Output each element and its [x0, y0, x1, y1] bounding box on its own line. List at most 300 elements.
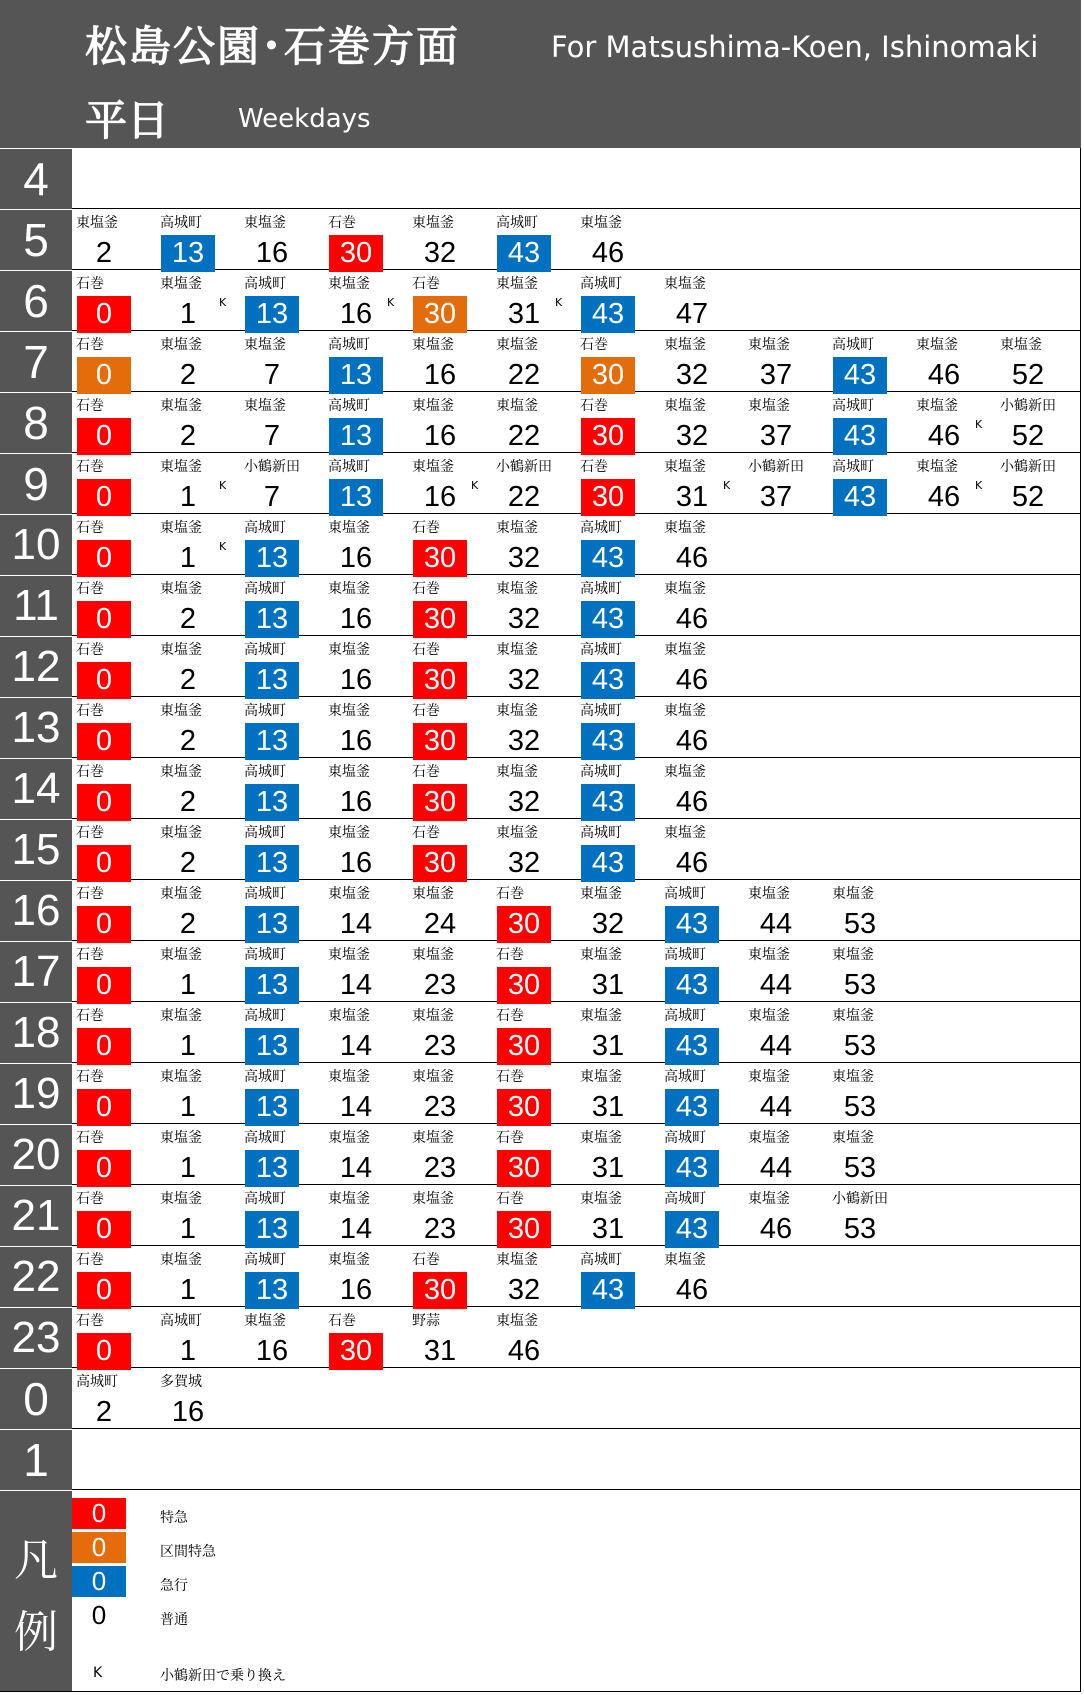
departure[interactable]: [240, 577, 322, 634]
departure[interactable]: [492, 516, 574, 573]
departure[interactable]: [156, 1309, 238, 1366]
departure[interactable]: [72, 638, 154, 695]
departure[interactable]: [240, 1187, 322, 1244]
departure[interactable]: [156, 394, 238, 451]
departure[interactable]: [156, 638, 238, 695]
departure[interactable]: [240, 394, 322, 451]
destination-label: 石巻: [76, 1191, 104, 1207]
departure[interactable]: [324, 1187, 406, 1244]
hour-divider: [0, 209, 72, 210]
departure[interactable]: [492, 211, 574, 268]
direction-title: 松島公園･石巻方面: [85, 22, 461, 71]
departure-minute: 0: [77, 601, 131, 638]
destination-label: 東塩釜: [160, 642, 202, 658]
departure[interactable]: [240, 1004, 322, 1061]
departure[interactable]: [408, 1187, 490, 1244]
departure[interactable]: [660, 943, 742, 1000]
departure[interactable]: [660, 638, 742, 695]
departure-minute: 43: [665, 1211, 719, 1248]
departure-minute: 13: [245, 1028, 299, 1065]
departure-minute: 53: [843, 908, 877, 940]
destination-label: 石巻: [412, 825, 440, 841]
departure[interactable]: [72, 1004, 154, 1061]
departure-minute: 30: [413, 1272, 467, 1309]
departure-minute: 32: [675, 420, 709, 452]
destination-label: 東塩釜: [496, 1252, 538, 1268]
destination-label: 東塩釜: [412, 1191, 454, 1207]
departure[interactable]: [660, 1126, 742, 1183]
hour-label: 18: [0, 1002, 72, 1063]
destination-label: 東塩釜: [328, 1069, 370, 1085]
departure[interactable]: [408, 638, 490, 695]
departure-minute: 46: [675, 664, 709, 696]
departure[interactable]: [408, 1248, 490, 1305]
destination-label: 東塩釜: [664, 276, 706, 292]
departure[interactable]: [996, 394, 1078, 451]
departure-minute: 1: [179, 1030, 197, 1062]
departure-minute: 31: [423, 1335, 457, 1367]
departure[interactable]: [408, 394, 490, 451]
departure[interactable]: [492, 333, 574, 390]
departure[interactable]: [72, 455, 154, 512]
departure-minute: 2: [179, 420, 197, 452]
departure[interactable]: [492, 272, 574, 329]
destination-label: 高城町: [244, 947, 286, 963]
destination-label: 東塩釜: [160, 703, 202, 719]
destination-label: 東塩釜: [412, 1008, 454, 1024]
departure[interactable]: [156, 1065, 238, 1122]
departure[interactable]: [576, 1004, 658, 1061]
departure[interactable]: [72, 1187, 154, 1244]
departure[interactable]: [72, 577, 154, 634]
departure-minute: 30: [413, 540, 467, 577]
departure-minute: 1: [179, 1152, 197, 1184]
destination-label: 東塩釜: [160, 1252, 202, 1268]
departure[interactable]: [72, 1309, 154, 1366]
destination-label: 高城町: [244, 1130, 286, 1146]
departure-minute: 43: [665, 1150, 719, 1187]
departure-minute: 44: [759, 908, 793, 940]
destination-label: 石巻: [496, 1008, 524, 1024]
departure[interactable]: [912, 394, 994, 451]
destination-label: 東塩釜: [496, 1313, 538, 1329]
departure[interactable]: [660, 272, 742, 329]
departure[interactable]: [660, 333, 742, 390]
departure[interactable]: [72, 272, 154, 329]
departure[interactable]: [576, 516, 658, 573]
departure[interactable]: [576, 699, 658, 756]
departure[interactable]: [240, 272, 322, 329]
departure[interactable]: [660, 1065, 742, 1122]
destination-label: 石巻: [76, 520, 104, 536]
departure[interactable]: [492, 1065, 574, 1122]
destination-label: 東塩釜: [664, 703, 706, 719]
departure[interactable]: [324, 516, 406, 573]
destination-label: 東塩釜: [748, 1069, 790, 1085]
destination-label: 高城町: [664, 1191, 706, 1207]
departure[interactable]: [408, 1126, 490, 1183]
departure[interactable]: [828, 1126, 910, 1183]
departure-minute: 23: [423, 1213, 457, 1245]
destination-label: 石巻: [328, 1313, 356, 1329]
departure[interactable]: [156, 1248, 238, 1305]
destination-label: 東塩釜: [412, 215, 454, 231]
departure[interactable]: [156, 455, 238, 512]
departure[interactable]: [828, 1065, 910, 1122]
departure[interactable]: [324, 760, 406, 817]
departure[interactable]: [240, 882, 322, 939]
departure[interactable]: [240, 333, 322, 390]
departure[interactable]: [828, 333, 910, 390]
departure[interactable]: [156, 699, 238, 756]
departure[interactable]: [492, 882, 574, 939]
departure-minute: 43: [665, 1089, 719, 1126]
departure[interactable]: [156, 1370, 238, 1427]
destination-label: 野蒜: [412, 1313, 440, 1329]
departure-minute: 2: [179, 664, 197, 696]
departure-minute: 0: [77, 418, 131, 455]
destination-label: 石巻: [76, 1252, 104, 1268]
hour-divider: [0, 270, 72, 271]
departure[interactable]: [156, 760, 238, 817]
departure-minute: 0: [77, 967, 131, 1004]
timetable-header: [0, 0, 1081, 148]
departure[interactable]: [576, 333, 658, 390]
departure[interactable]: [660, 1248, 742, 1305]
departure[interactable]: [492, 821, 574, 878]
departure-minute: 46: [675, 847, 709, 879]
departure[interactable]: [324, 1065, 406, 1122]
destination-label: 高城町: [664, 1069, 706, 1085]
destination-label: 石巻: [412, 276, 440, 292]
departure-minute: 23: [423, 1091, 457, 1123]
departure[interactable]: [912, 333, 994, 390]
departure[interactable]: [492, 455, 574, 512]
departure[interactable]: [828, 394, 910, 451]
departure[interactable]: [828, 1004, 910, 1061]
departure-minute: 43: [581, 601, 635, 638]
departure[interactable]: [324, 1248, 406, 1305]
departure[interactable]: [744, 1187, 826, 1244]
departure[interactable]: [156, 882, 238, 939]
departure[interactable]: [576, 1187, 658, 1244]
departure-minute: 13: [245, 723, 299, 760]
departure[interactable]: [828, 882, 910, 939]
departure[interactable]: [576, 943, 658, 1000]
departure[interactable]: [828, 943, 910, 1000]
departure[interactable]: [996, 455, 1078, 512]
departure[interactable]: [72, 760, 154, 817]
departure[interactable]: [660, 1004, 742, 1061]
departure[interactable]: [408, 821, 490, 878]
destination-label: 東塩釜: [1000, 337, 1042, 353]
departure[interactable]: [660, 699, 742, 756]
departure[interactable]: [408, 577, 490, 634]
departure[interactable]: [828, 1187, 910, 1244]
departure[interactable]: [576, 1126, 658, 1183]
departure[interactable]: [912, 455, 994, 512]
departure[interactable]: [324, 1004, 406, 1061]
hour-divider: [0, 514, 72, 515]
departure[interactable]: [492, 394, 574, 451]
departure[interactable]: [240, 821, 322, 878]
departure[interactable]: [324, 882, 406, 939]
destination-label: 石巻: [580, 337, 608, 353]
departure[interactable]: [660, 394, 742, 451]
departure[interactable]: [576, 760, 658, 817]
departure-minute: 46: [675, 725, 709, 757]
destination-label: 東塩釜: [496, 398, 538, 414]
departure-minute: 7: [263, 359, 281, 391]
departure[interactable]: [492, 1187, 574, 1244]
departure[interactable]: [324, 272, 406, 329]
departure[interactable]: [324, 577, 406, 634]
departure[interactable]: [156, 577, 238, 634]
departure[interactable]: [72, 211, 154, 268]
departure[interactable]: [240, 1065, 322, 1122]
destination-label: 高城町: [160, 215, 202, 231]
departure-minute: 16: [339, 603, 373, 635]
destination-label: 東塩釜: [160, 1191, 202, 1207]
departure[interactable]: [324, 455, 406, 512]
departure[interactable]: [492, 943, 574, 1000]
destination-label: 石巻: [496, 1130, 524, 1146]
departure[interactable]: [408, 699, 490, 756]
departure-minute: 0: [77, 906, 131, 943]
hour-label: 12: [0, 636, 72, 697]
departure[interactable]: [408, 1004, 490, 1061]
legend-title-1: 凡: [14, 1535, 58, 1586]
destination-label: 石巻: [76, 886, 104, 902]
departure[interactable]: [240, 516, 322, 573]
departure-minute: 13: [245, 1089, 299, 1126]
departure-minute: 46: [591, 237, 625, 269]
legend-label: 特急: [160, 1510, 188, 1526]
departure[interactable]: [744, 455, 826, 512]
row-divider: [72, 208, 1081, 209]
departure-minute: 14: [339, 908, 373, 940]
destination-label: 東塩釜: [328, 642, 370, 658]
departure[interactable]: [324, 333, 406, 390]
destination-label: 高城町: [244, 825, 286, 841]
departure-minute: 14: [339, 969, 373, 1001]
departure[interactable]: [240, 455, 322, 512]
departure[interactable]: [324, 943, 406, 1000]
departure-minute: 2: [179, 603, 197, 635]
departure[interactable]: [324, 1126, 406, 1183]
destination-label: 東塩釜: [832, 947, 874, 963]
legend-transfer-note: 小鶴新田で乗り換え: [160, 1668, 286, 1684]
destination-label: 東塩釜: [328, 581, 370, 597]
departure[interactable]: [576, 272, 658, 329]
departure[interactable]: [324, 211, 406, 268]
departure[interactable]: [492, 1004, 574, 1061]
departure-minute: 13: [245, 1150, 299, 1187]
departure[interactable]: [660, 760, 742, 817]
departure[interactable]: [72, 333, 154, 390]
row-divider: [72, 330, 1081, 331]
departure[interactable]: [72, 1126, 154, 1183]
departure[interactable]: [492, 577, 574, 634]
destination-label: 東塩釜: [664, 1252, 706, 1268]
departure[interactable]: [72, 943, 154, 1000]
departure-minute: 2: [95, 237, 113, 269]
departure[interactable]: [156, 333, 238, 390]
departure[interactable]: [240, 1126, 322, 1183]
departure-minute: 46: [675, 542, 709, 574]
departure[interactable]: [156, 516, 238, 573]
departure[interactable]: [576, 821, 658, 878]
departure[interactable]: [240, 760, 322, 817]
destination-label: 東塩釜: [328, 1008, 370, 1024]
destination-label: 高城町: [580, 703, 622, 719]
destination-label: 石巻: [76, 581, 104, 597]
departure[interactable]: [660, 455, 742, 512]
departure-minute: 7: [263, 420, 281, 452]
destination-label: 石巻: [76, 1069, 104, 1085]
departure-minute: 0: [77, 357, 131, 394]
departure[interactable]: [576, 394, 658, 451]
departure-minute: 0: [77, 540, 131, 577]
row-divider: [72, 574, 1081, 575]
hour-divider: [0, 453, 72, 454]
departure-minute: 16: [423, 481, 457, 513]
departure[interactable]: [408, 211, 490, 268]
departure[interactable]: [744, 882, 826, 939]
departure[interactable]: [324, 638, 406, 695]
departure-minute: 0: [77, 1333, 131, 1370]
departure[interactable]: [408, 882, 490, 939]
destination-label: 東塩釜: [160, 581, 202, 597]
departure[interactable]: [744, 394, 826, 451]
destination-label: 高城町: [244, 886, 286, 902]
departure-minute: 30: [413, 723, 467, 760]
departure[interactable]: [156, 1126, 238, 1183]
departure[interactable]: [744, 943, 826, 1000]
departure-minute: 43: [497, 235, 551, 272]
departure[interactable]: [324, 1309, 406, 1366]
departure[interactable]: [996, 333, 1078, 390]
departure-minute: 13: [161, 235, 215, 272]
departure[interactable]: [408, 333, 490, 390]
departure-minute: 32: [507, 542, 541, 574]
departure[interactable]: [240, 1248, 322, 1305]
departure[interactable]: [576, 1248, 658, 1305]
destination-label: 東塩釜: [328, 947, 370, 963]
legend-label: 普通: [160, 1612, 188, 1628]
departure[interactable]: [492, 699, 574, 756]
hour-label: 7: [0, 331, 72, 392]
departure[interactable]: [72, 1248, 154, 1305]
departure[interactable]: [492, 760, 574, 817]
departure[interactable]: [576, 211, 658, 268]
hour-divider: [0, 1307, 72, 1308]
departure[interactable]: [576, 638, 658, 695]
departure[interactable]: [576, 455, 658, 512]
departure-minute: 13: [245, 296, 299, 333]
hour-label: 20: [0, 1124, 72, 1185]
departure[interactable]: [72, 516, 154, 573]
departure[interactable]: [408, 1309, 490, 1366]
departure-minute: 32: [507, 725, 541, 757]
departure[interactable]: [492, 1309, 574, 1366]
destination-label: 石巻: [580, 459, 608, 475]
destination-label: 高城町: [76, 1374, 118, 1390]
departure[interactable]: [240, 211, 322, 268]
departure[interactable]: [72, 699, 154, 756]
departure[interactable]: [72, 1370, 154, 1427]
hour-label: 0: [0, 1368, 72, 1429]
departure[interactable]: [324, 821, 406, 878]
departure[interactable]: [408, 516, 490, 573]
departure[interactable]: [72, 821, 154, 878]
departure[interactable]: [408, 943, 490, 1000]
departure-minute: 13: [245, 1211, 299, 1248]
departure[interactable]: [324, 699, 406, 756]
departure-minute: 37: [759, 481, 793, 513]
departure[interactable]: [240, 943, 322, 1000]
departure[interactable]: [156, 821, 238, 878]
departure[interactable]: [492, 638, 574, 695]
departure[interactable]: [408, 455, 490, 512]
departure[interactable]: [660, 821, 742, 878]
departure[interactable]: [744, 1004, 826, 1061]
departure[interactable]: [576, 1065, 658, 1122]
departure[interactable]: [660, 882, 742, 939]
departure[interactable]: [156, 1004, 238, 1061]
departure-minute: 32: [507, 664, 541, 696]
departure-minute: 1: [179, 1335, 197, 1367]
departure[interactable]: [492, 1126, 574, 1183]
departure[interactable]: [324, 394, 406, 451]
destination-label: 東塩釜: [244, 1313, 286, 1329]
departure[interactable]: [72, 882, 154, 939]
departure[interactable]: [72, 1065, 154, 1122]
departure[interactable]: [72, 394, 154, 451]
departure[interactable]: [828, 455, 910, 512]
departure-minute: 14: [339, 1213, 373, 1245]
departure-minute: 24: [423, 908, 457, 940]
hour-divider: [0, 819, 72, 820]
departure[interactable]: [576, 577, 658, 634]
departure[interactable]: [240, 638, 322, 695]
departure[interactable]: [408, 272, 490, 329]
destination-label: 東塩釜: [832, 1008, 874, 1024]
departure[interactable]: [744, 1065, 826, 1122]
departure[interactable]: [156, 211, 238, 268]
departure[interactable]: [660, 516, 742, 573]
departure[interactable]: [660, 1187, 742, 1244]
departure[interactable]: [240, 699, 322, 756]
destination-label: 高城町: [664, 1008, 706, 1024]
row-divider: [72, 1367, 1081, 1368]
row-divider: [72, 1184, 1081, 1185]
departure[interactable]: [408, 1065, 490, 1122]
departure[interactable]: [240, 1309, 322, 1366]
departure[interactable]: [492, 1248, 574, 1305]
departure-minute: 0: [77, 723, 131, 760]
departure[interactable]: [156, 943, 238, 1000]
departure[interactable]: [576, 882, 658, 939]
departure[interactable]: [660, 577, 742, 634]
departure[interactable]: [744, 1126, 826, 1183]
departure[interactable]: [156, 1187, 238, 1244]
direction-title-en: For Matsushima-Koen, Ishinomaki: [551, 30, 1039, 64]
departure[interactable]: [744, 333, 826, 390]
destination-label: 東塩釜: [496, 276, 538, 292]
departure[interactable]: [156, 272, 238, 329]
departure[interactable]: [408, 760, 490, 817]
